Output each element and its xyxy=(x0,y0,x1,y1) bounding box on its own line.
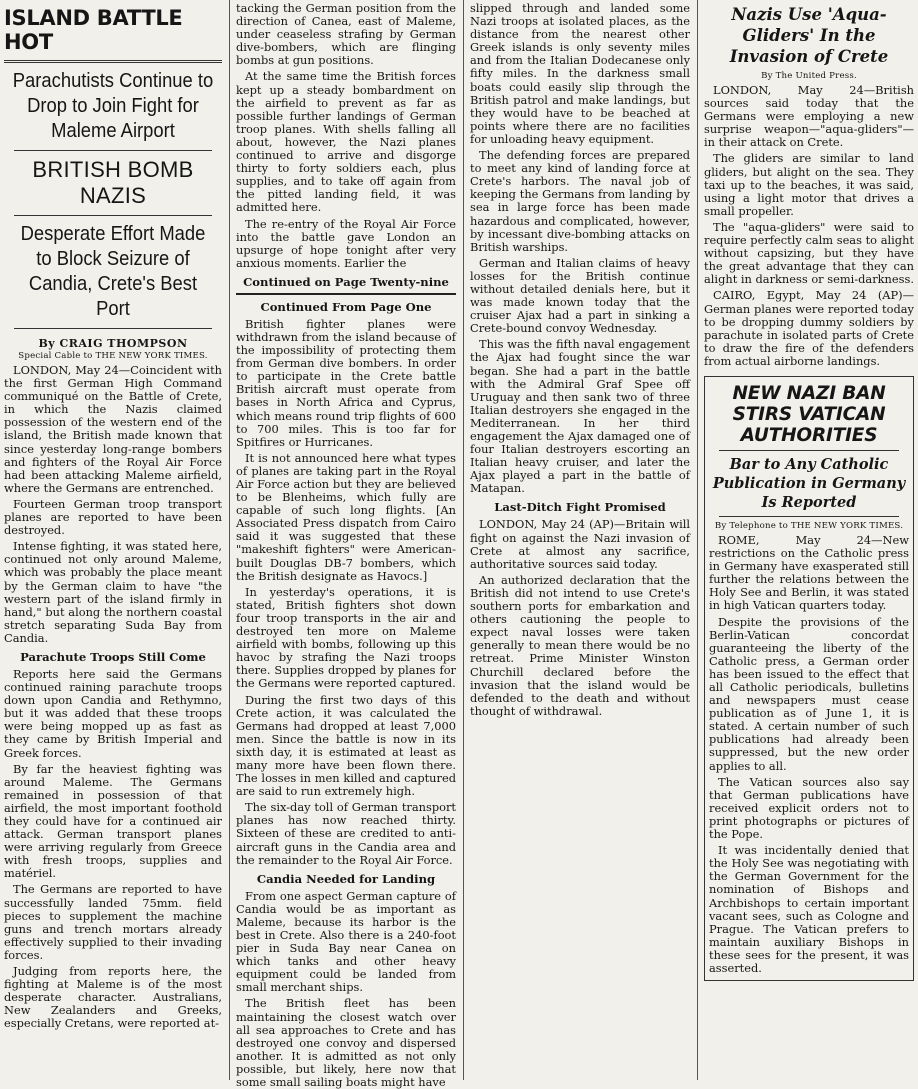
deck-headline: BRITISH BOMB NAZIS xyxy=(32,157,194,208)
paragraph: Reports here said the Germans continued raining parachute troops down upon Candia and Rethymno, but it was added that these troops were being mopped up as fast as they came by British Imperial and Greek forces. xyxy=(4,666,222,760)
boxed-article xyxy=(704,376,914,981)
divider xyxy=(14,150,212,151)
paragraph: At the same time the British forces kept up a steady bombardment on the airfield to prevent as far as possible further landings of German troop planes. With shells falling all about, however, the Nazi planes continued to arrive and disgorge thirty to forty soldiers each, plus supplies, and to take off again from the pitted landing field, it was admitted here. xyxy=(236,69,456,215)
paragraph: LONDON, May 24—British sources said today that the Germans were employing a new surprise weapon—"aqua-gliders"—in their attack on Crete. xyxy=(704,83,914,150)
paragraph: In yesterday's operations, it is stated, British fighters shot down four troop transports in the air and destroyed ten more on Maleme airfield with bombs, following up this havoc by strafing the Nazi troops there. Supplies dropped by planes for the Germans were reported captured. xyxy=(236,584,456,691)
byline: By CRAIG THOMPSON xyxy=(38,337,188,350)
paragraph: British fighter planes were withdrawn from the island because of the impossibility of protecting them from German dive bombers. In order to participate in the Crete battle British aircraft must operate from bases in North Africa and Cyprus, which means round trip flights of 600 to 700 miles. This is too far for Spitfires or Hurricanes. xyxy=(236,316,456,449)
column-rule xyxy=(463,0,464,1080)
column-3 xyxy=(466,0,694,1080)
headline: Nazis Use 'Aqua-Gliders' In the Invasion of Crete xyxy=(729,5,889,66)
column-rule xyxy=(697,0,698,1080)
column-4 xyxy=(700,0,918,1080)
paragraph: ROME, May 24—New restrictions on the Catholic press in Germany have exasperated still further the relations between the Holy See and Berlin, it was stated in high Vatican quarters today. xyxy=(709,532,909,613)
paragraph: The Germans are reported to have successfully landed 75mm. field pieces to supplement the machine guns and trench mortars already effectively supplied to their invading forces. xyxy=(4,882,222,962)
paragraph: LONDON, May 24—Coincident with the first German High Command communiqué on the Battle of Crete, in which the Nazis claimed possession of the western end of the island, the British made known that since yesterday long-range bombers and fighters of the Royal Air Force had been attacking Maleme airfield, where the Germans are entrenched. xyxy=(4,363,222,495)
jump-line: Continued on Page Twenty-nine xyxy=(243,274,449,289)
column-rule xyxy=(229,0,230,1080)
divider xyxy=(719,516,899,517)
paragraph: tacking the German position from the direction of Canea, east of Maleme, under ceaseless strafing by German dive-bombers, which are flinging bombs at gun positions. xyxy=(236,1,456,68)
deck-headline: Bar to Any Catholic Publication in Germany Is Reported xyxy=(712,455,906,511)
credit-line: Special Cable to THE NEW YORK TIMES. xyxy=(18,351,208,361)
paragraph: The six-day toll of German transport planes has now reached thirty. Sixteen of these are credited to anti-aircraft guns in the Candia area and the remainder to the Royal Air Force. xyxy=(236,800,456,867)
paragraph: CAIRO, Egypt, May 24 (AP)—German planes were reported today to be dropping dummy soldiers by parachute in isolated parts of Crete to draw the fire of the defenders from actual airborne landings. xyxy=(704,288,914,368)
divider xyxy=(719,450,899,451)
subhead: Last-Ditch Fight Promised xyxy=(494,500,666,515)
divider xyxy=(14,328,212,329)
paragraph: LONDON, May 24 (AP)—Britain will fight on against the Nazi invasion of Crete at almost any sacrifice, authoritative sources said today. xyxy=(470,517,690,571)
paragraph: Judging from reports here, the fighting at Maleme is of the most desperate character. Australians, New Zealanders and Greeks, especially Cretans, were reported at- xyxy=(4,964,222,1031)
paragraph: The gliders are similar to land gliders, but alight on the sea. They taxi up to the beaches, it was said, using a light motor that drives a small propeller. xyxy=(704,151,914,218)
headline: NEW NAZI BAN STIRS VATICAN AUTHORITIES xyxy=(732,382,886,446)
deck-headline: Desperate Effort Made to Block Seizure of Candia, Crete's Best Port xyxy=(20,223,206,320)
credit-line: By The United Press. xyxy=(761,71,857,81)
column-2 xyxy=(232,0,460,1089)
paragraph: During the first two days of this Crete action, it was calculated the Germans had dropped at least 7,000 men. Since the battle is now in its sixth day, it is estimated at least as many more have been flown there. The losses in men killed and captured are said to run extremely high. xyxy=(236,692,456,799)
paragraph: The British fleet has been maintaining the closest watch over all sea approaches to Crete and has destroyed one convoy and dispersed another. It is admitted as not only possible, but likely, here now that some small sailing boats might have xyxy=(236,996,456,1089)
paragraph: The "aqua-gliders" were said to require perfectly calm seas to alight without capsizing, but they have the great advantage that they can alight in darkness or semi-darkness. xyxy=(704,219,914,287)
paragraph: An authorized declaration that the British did not intend to use Crete's southern ports for embarkation and others cautioning the people to expect naval losses were taken generally to mean there would be no retreat. Prime Minister Winston Churchill declared before the invasion that the island would be defended to the death and without thought of withdrawal. xyxy=(470,572,690,718)
paragraph: From one aspect German capture of Candia would be as important as Maleme, because its harbor is the best in Crete. Also there is a 240-foot pier in Suda Bay near Canea on which tanks and other heavy equipment could be landed from small merchant ships. xyxy=(236,888,456,995)
paragraph: slipped through and landed some Nazi troops at isolated places, as the distance from the nearest other Greek islands is only seventy miles and from the Italian Dodecanese only fifty miles. In the darkness small boats could easily slip through the British patrol and make landings, but they would have to be beached at points where there are no facilities for unloading heavy equipment. xyxy=(470,1,690,146)
paragraph: The defending forces are prepared to meet any kind of landing force at Crete's harbors. The naval job of keeping the Germans from landing by sea in large force has been made hazardous and complicated, however, by incessant dive-bombing attacks on British warships. xyxy=(470,148,690,254)
deck-headline: Parachutists Continue to Drop to Join Fight for Maleme Airport xyxy=(12,70,214,142)
subhead: Parachute Troops Still Come xyxy=(20,649,206,664)
jump-line: Continued From Page One xyxy=(260,299,432,314)
paragraph: It is not announced here what types of planes are taking part in the Royal Air Force action but they are believed to be Blenheims, which fully are capable of such long flights. [An Associated Press dispatch from Cairo said it was suggested that these "makeshift fighters" were American-built Douglas DB-7 bombers, which the British designate as Havocs.] xyxy=(236,450,456,583)
paragraph: Despite the provisions of the Berlin-Vatican concordat guaranteeing the liberty of the Catholic press, a German order has been issued to the effect that all Catholic periodicals, bulletins and newspapers must cease publication as of June 1, it is stated. A certain number of such publications had already been suppressed, but the new order applies to all. xyxy=(709,614,909,773)
paragraph: This was the fifth naval engagement the Ajax had fought since the war began. She had a part in the battle with the Admiral Graf Spee off Uruguay and then sank two of three Italian destroyers she engaged in the Mediterranean. In her third engagement the Ajax damaged one of four Italian destroyers escorting an Italian heavy cruiser, and later the Ajax played a part in the battle of Matapan. xyxy=(470,337,690,496)
paragraph: It was incidentally denied that the Holy See was negotiating with the German Government for the nomination of Bishops and Archbishops to certain important vacant sees, such as Cologne and Prague. The Vatican prefers to maintain auxiliary Bishops in these sees for the present, it was asserted. xyxy=(709,843,909,975)
paragraph: By far the heaviest fighting was around Maleme. The Germans remained in possession of that airfield, the most important foothold they could have for a continued air attack. German transport planes were arriving regularly from Greece with fresh troops, supplies and matériel. xyxy=(4,761,222,881)
paragraph: Intense fighting, it was stated here, continued not only around Maleme, which was probably the place meant by the German claim to have "the western part of the island firmly in hand," but along the northern coastal stretch separating Suda Bay from Candia. xyxy=(4,539,222,645)
divider xyxy=(4,60,222,63)
paragraph: Fourteen German troop transport planes are reported to have been destroyed. xyxy=(4,496,222,538)
subhead: Candia Needed for Landing xyxy=(256,871,436,886)
paragraph: The Vatican sources also say that German publications have received explicit orders not to print photographs or pictures of the Pope. xyxy=(709,774,909,842)
divider xyxy=(14,215,212,216)
divider xyxy=(236,293,456,295)
column-1 xyxy=(0,0,226,1080)
paragraph: German and Italian claims of heavy losses for the British continue without detailed denials here, but it was made known today that the cruiser Ajax had a part in sinking a Crete-bound convoy Wednesday. xyxy=(470,255,690,336)
credit-line: By Telephone to THE NEW YORK TIMES. xyxy=(714,520,904,531)
headline: ISLAND BATTLE HOT xyxy=(4,6,183,54)
paragraph: The re-entry of the Royal Air Force into the battle gave London an upsurge of hope tonight after very anxious moments. Earlier the xyxy=(236,216,456,270)
